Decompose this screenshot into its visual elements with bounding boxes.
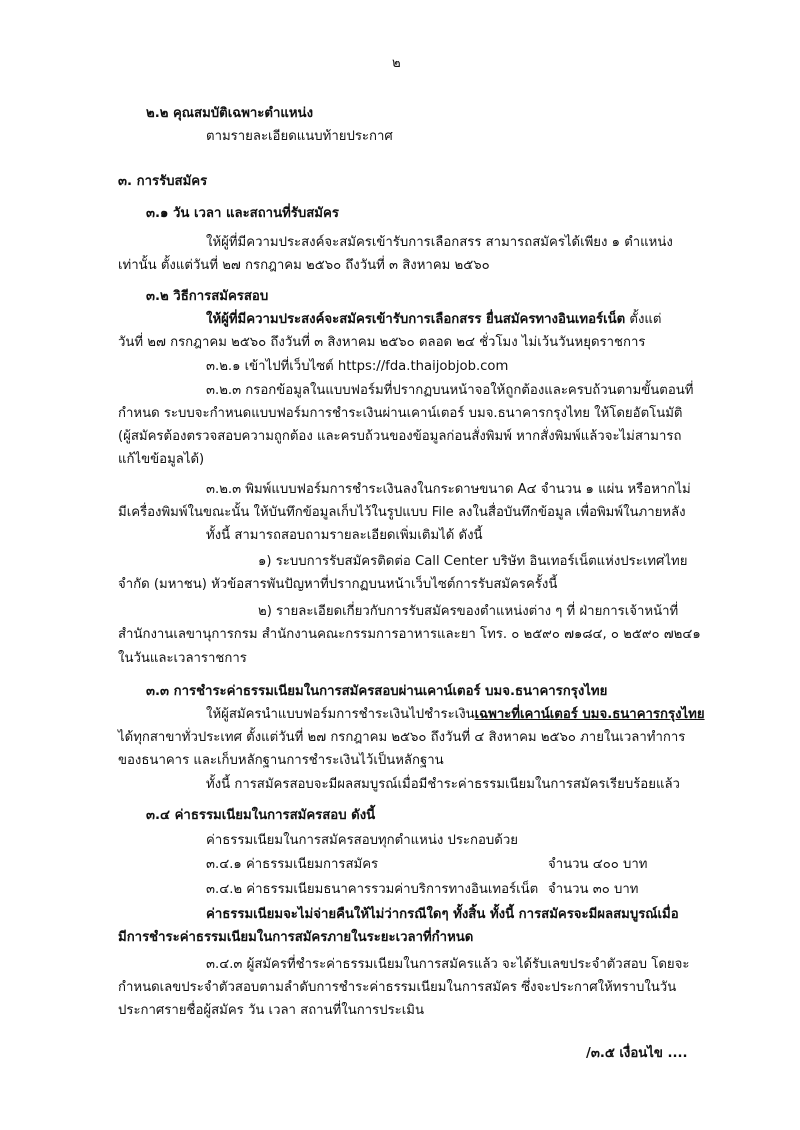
step-3-2-2-line4: แก้ไขข้อมูลได้) xyxy=(118,452,205,467)
contact-note: ทั้งนี้ สามารถสอบถามรายละเอียดเพิ่มเติมได้ ดังนี้ xyxy=(206,528,483,543)
fee-1-amount: จำนวน ๔๐๐ บาท xyxy=(548,857,648,872)
section-3-heading: ๓. การรับสมัคร xyxy=(118,174,208,189)
section-2-2-heading: ๒.๒ คุณสมบัติเฉพาะตำแหน่ง xyxy=(146,106,314,121)
section-2-2-text: ตามรายละเอียดแนบท้ายประกาศ xyxy=(206,129,393,144)
section-3-2-intro-bold: ให้ผู้ที่มีความประสงค์จะสมัครเข้ารับการเลือกสรร ยื่นสมัครทางอินเทอร์เน็ต xyxy=(206,312,626,327)
step-3-2-1: ๓.๒.๑ เข้าไปที่เว็บไซต์ https://fda.thaijobjob.com xyxy=(206,359,509,374)
section-3-3-line4: ทั้งนี้ การสมัครสอบจะมีผลสมบูรณ์เมื่อมีชำระค่าธรรมเนียมในการสมัครเรียบร้อยแล้ว xyxy=(206,777,680,792)
section-3-4-heading: ๓.๔ ค่าธรรมเนียมในการสมัครสอบ ดังนี้ xyxy=(146,808,376,823)
section-3-1-line1: ให้ผู้ที่มีความประสงค์จะสมัครเข้ารับการเลือกสรร สามารถสมัครได้เพียง ๑ ตำแหน่ง xyxy=(206,235,673,250)
section-3-2-heading: ๓.๒ วิธีการสมัครสอบ xyxy=(146,289,269,304)
step-3-2-2-line2: กำหนด ระบบจะกำหนดแบบฟอร์มการชำระเงินผ่านเคาน์เตอร์ บมจ.ธนาคารกรุงไทย ให้โดยอัตโนมัติ xyxy=(118,406,683,421)
section-3-3-heading: ๓.๓ การชำระค่าธรรมเนียมในการสมัครสอบผ่านเคาน์เตอร์ บมจ.ธนาคารกรุงไทย xyxy=(146,684,608,699)
section-3-3-line2: ได้ทุกสาขาทั่วประเทศ ตั้งแต่วันที่ ๒๗ กรกฎาคม ๒๕๖๐ ถึงวันที่ ๔ สิงหาคม ๒๕๖๐ ภายในเวลาทำการ xyxy=(118,730,686,745)
refund-notice-line2: มีการชำระค่าธรรมเนียมในการสมัครภายในระยะเวลาที่กำหนด xyxy=(118,930,474,945)
section-3-2-intro xyxy=(206,310,661,330)
section-3-1-heading: ๓.๑ วัน เวลา และสถานที่รับสมัคร xyxy=(146,206,339,221)
step-3-2-3-line2: มีเครื่องพิมพ์ในขณะนั้น ให้บันทึกข้อมูลเก็บไว้ในรูปแบบ File ลงในสื่อบันทึกข้อมูล เพื่อพิมพ์ในภายหลัง xyxy=(118,505,686,520)
fee-1-label: ๓.๔.๑ ค่าธรรมเนียมการสมัคร xyxy=(206,857,379,872)
refund-notice-line1: ค่าธรรมเนียมจะไม่จ่ายคืนให้ไม่ว่ากรณีใดๆ ทั้งสิ้น ทั้งนี้ การสมัครจะมีผลสมบูรณ์เมื่อ xyxy=(206,907,679,922)
section-3-4-3-line2: กำหนดเลขประจำตัวสอบตามลำดับการชำระค่าธรรมเนียมในการสมัคร ซึ่งจะประกาศให้ทราบในวัน xyxy=(118,980,677,995)
section-3-3-line3: ของธนาคาร และเก็บหลักฐานการชำระเงินไว้เป็นหลักฐาน xyxy=(118,753,444,768)
contact-item-2-line2: สำนักงานเลขานุการกรม สำนักงานคณะกรรมการอาหารและยา โทร. ๐ ๒๕๙๐ ๗๑๘๔, ๐ ๒๕๙๐ ๗๒๔๑ xyxy=(118,627,701,642)
section-3-4-intro: ค่าธรรมเนียมในการสมัครสอบทุกตำแหน่ง ประกอบด้วย xyxy=(206,833,518,848)
page-number: ๒ xyxy=(392,56,401,71)
fee-2-label: ๓.๔.๒ ค่าธรรมเนียมธนาคารรวมค่าบริการทางอินเทอร์เน็ต xyxy=(206,882,539,897)
section-3-3-line1 xyxy=(206,705,705,725)
section-3-3-line1-text: ให้ผู้สมัครนำแบบฟอร์มการชำระเงินไปชำระเงิน xyxy=(206,707,475,722)
contact-item-2-line3: ในวันและเวลาราชการ xyxy=(118,651,247,666)
section-3-2-intro-line2: วันที่ ๒๗ กรกฎาคม ๒๕๖๐ ถึงวันที่ ๓ สิงหาคม ๒๕๖๐ ตลอด ๒๔ ชั่วโมง ไม่เว้นวันหยุดราชการ xyxy=(118,335,646,350)
section-3-4-3-line1: ๓.๔.๓ ผู้สมัครที่ชำระค่าธรรมเนียมในการสมัครแล้ว จะได้รับเลขประจำตัวสอบ โดยจะ xyxy=(206,957,690,972)
contact-item-2-line1: ๒) รายละเอียดเกี่ยวกับการรับสมัครของตำแหน่งต่าง ๆ ที่ ฝ่ายการเจ้าหน้าที่ xyxy=(258,604,679,619)
continuation-marker: /๓.๕ เงื่อนไข .... xyxy=(586,1046,688,1061)
step-3-2-2-line3: (ผู้สมัครต้องตรวจสอบความถูกต้อง และครบถ้วนของข้อมูลก่อนสั่งพิมพ์ หากสั่งพิมพ์แล้วจะไม่สามารถ xyxy=(118,429,682,444)
section-3-4-3-line3: ประกาศรายชื่อผู้สมัคร วัน เวลา สถานที่ในการประเมิน xyxy=(118,1003,424,1018)
section-3-1-line2: เท่านั้น ตั้งแต่วันที่ ๒๗ กรกฎาคม ๒๕๖๐ ถึงวันที่ ๓ สิงหาคม ๒๕๖๐ xyxy=(118,258,490,273)
section-3-3-line1-emphasis: เฉพาะที่เคาน์เตอร์ บมจ.ธนาคารกรุงไทย xyxy=(474,707,705,722)
fee-2-amount: จำนวน ๓๐ บาท xyxy=(548,882,639,897)
step-3-2-2-line1: ๓.๒.๓ กรอกข้อมูลในแบบฟอร์มที่ปรากฏบนหน้าจอให้ถูกต้องและครบถ้วนตามขั้นตอนที่ xyxy=(206,383,694,398)
section-3-2-intro-rest: ตั้งแต่ xyxy=(625,312,662,327)
step-3-2-3-line1: ๓.๒.๓ พิมพ์แบบฟอร์มการชำระเงินลงในกระดาษขนาด A๔ จำนวน ๑ แผ่น หรือหากไม่ xyxy=(206,482,691,497)
contact-item-1-line1: ๑) ระบบการรับสมัครติดต่อ Call Center บริษัท อินเทอร์เน็ตแห่งประเทศไทย xyxy=(258,554,688,569)
contact-item-1-line2: จำกัด (มหาชน) หัวข้อสารพันปัญหาที่ปรากฏบนหน้าเว็บไซต์การรับสมัครครั้งนี้ xyxy=(118,577,558,592)
